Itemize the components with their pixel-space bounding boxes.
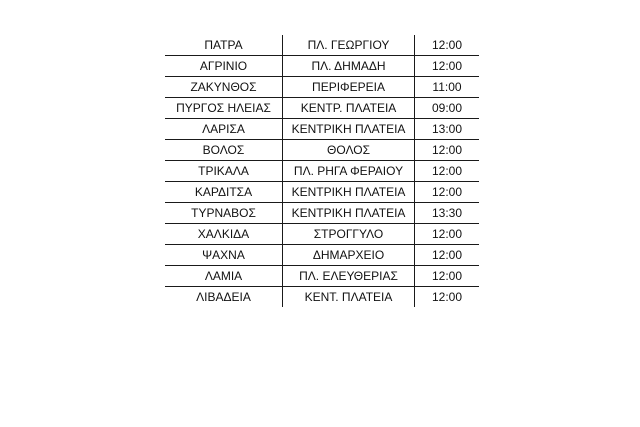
city-cell: ΠΑΤΡΑ (165, 35, 283, 56)
place-cell: ΔΗΜΑΡΧΕΙΟ (283, 245, 415, 266)
table-row (165, 77, 479, 98)
city-cell: ΛΑΜΙΑ (165, 266, 283, 287)
place-cell: ΘΟΛΟΣ (283, 140, 415, 161)
city-cell: ΑΓΡΙΝΙΟ (165, 56, 283, 77)
time-cell: 12:00 (415, 266, 480, 287)
table-row (165, 287, 479, 308)
time-cell: 12:00 (415, 245, 480, 266)
city-cell: ΤΡΙΚΑΛΑ (165, 161, 283, 182)
table-row (165, 203, 479, 224)
time-cell: 13:30 (415, 203, 480, 224)
place-cell: ΚΕΝΤΡΙΚΗ ΠΛΑΤΕΙΑ (283, 119, 415, 140)
table-row (165, 56, 479, 77)
time-cell: 13:00 (415, 119, 480, 140)
place-cell: ΠΕΡΙΦΕΡΕΙΑ (283, 77, 415, 98)
time-cell: 12:00 (415, 182, 480, 203)
table-row (165, 98, 479, 119)
table-row (165, 182, 479, 203)
place-cell: ΣΤΡΟΓΓΥΛΟ (283, 224, 415, 245)
place-cell: ΚΕΝΤΡΙΚΗ ΠΛΑΤΕΙΑ (283, 182, 415, 203)
table-row (165, 224, 479, 245)
city-cell: ΧΑΛΚΙΔΑ (165, 224, 283, 245)
time-cell: 12:00 (415, 140, 480, 161)
city-cell: ΛΑΡΙΣΑ (165, 119, 283, 140)
time-cell: 11:00 (415, 77, 480, 98)
table-row (165, 245, 479, 266)
time-cell: 12:00 (415, 161, 480, 182)
city-cell: ΒΟΛΟΣ (165, 140, 283, 161)
city-cell: ΤΥΡΝΑΒΟΣ (165, 203, 283, 224)
time-cell: 12:00 (431, 290, 463, 304)
time-cell: 09:00 (415, 98, 480, 119)
time-cell: 12:00 (415, 56, 480, 77)
time-cell: 12:00 (415, 35, 480, 56)
city-cell: ΖΑΚΥΝΘΟΣ (165, 77, 283, 98)
city-cell: ΠΥΡΓΟΣ ΗΛΕΙΑΣ (165, 98, 283, 119)
table-row (165, 266, 479, 287)
time-cell: 12:00 (415, 224, 480, 245)
table-row (165, 161, 479, 182)
schedule-table (165, 35, 479, 307)
city-cell: ΨΑΧΝΑ (165, 245, 283, 266)
place-cell: ΚΕΝΤΡ. ΠΛΑΤΕΙΑ (283, 98, 415, 119)
place-cell: ΠΛ. ΕΛΕΥΘΕΡΙΑΣ (283, 266, 415, 287)
city-cell: ΚΑΡΔΙΤΣΑ (165, 182, 283, 203)
place-cell: ΠΛ. ΓΕΩΡΓΙΟΥ (283, 35, 415, 56)
place-cell: ΠΛ. ΔΗΜΑΔΗ (283, 56, 415, 77)
place-cell: ΚΕΝΤ. ΠΛΑΤΕΙΑ (283, 287, 415, 308)
place-cell: ΠΛ. ΡΗΓΑ ΦΕΡΑΙΟΥ (283, 161, 415, 182)
table-row (165, 35, 479, 56)
city-cell: ΛΙΒΑΔΕΙΑ (196, 290, 251, 304)
table-row (165, 119, 479, 140)
place-cell: ΚΕΝΤΡΙΚΗ ΠΛΑΤΕΙΑ (283, 203, 415, 224)
table-row (165, 140, 479, 161)
